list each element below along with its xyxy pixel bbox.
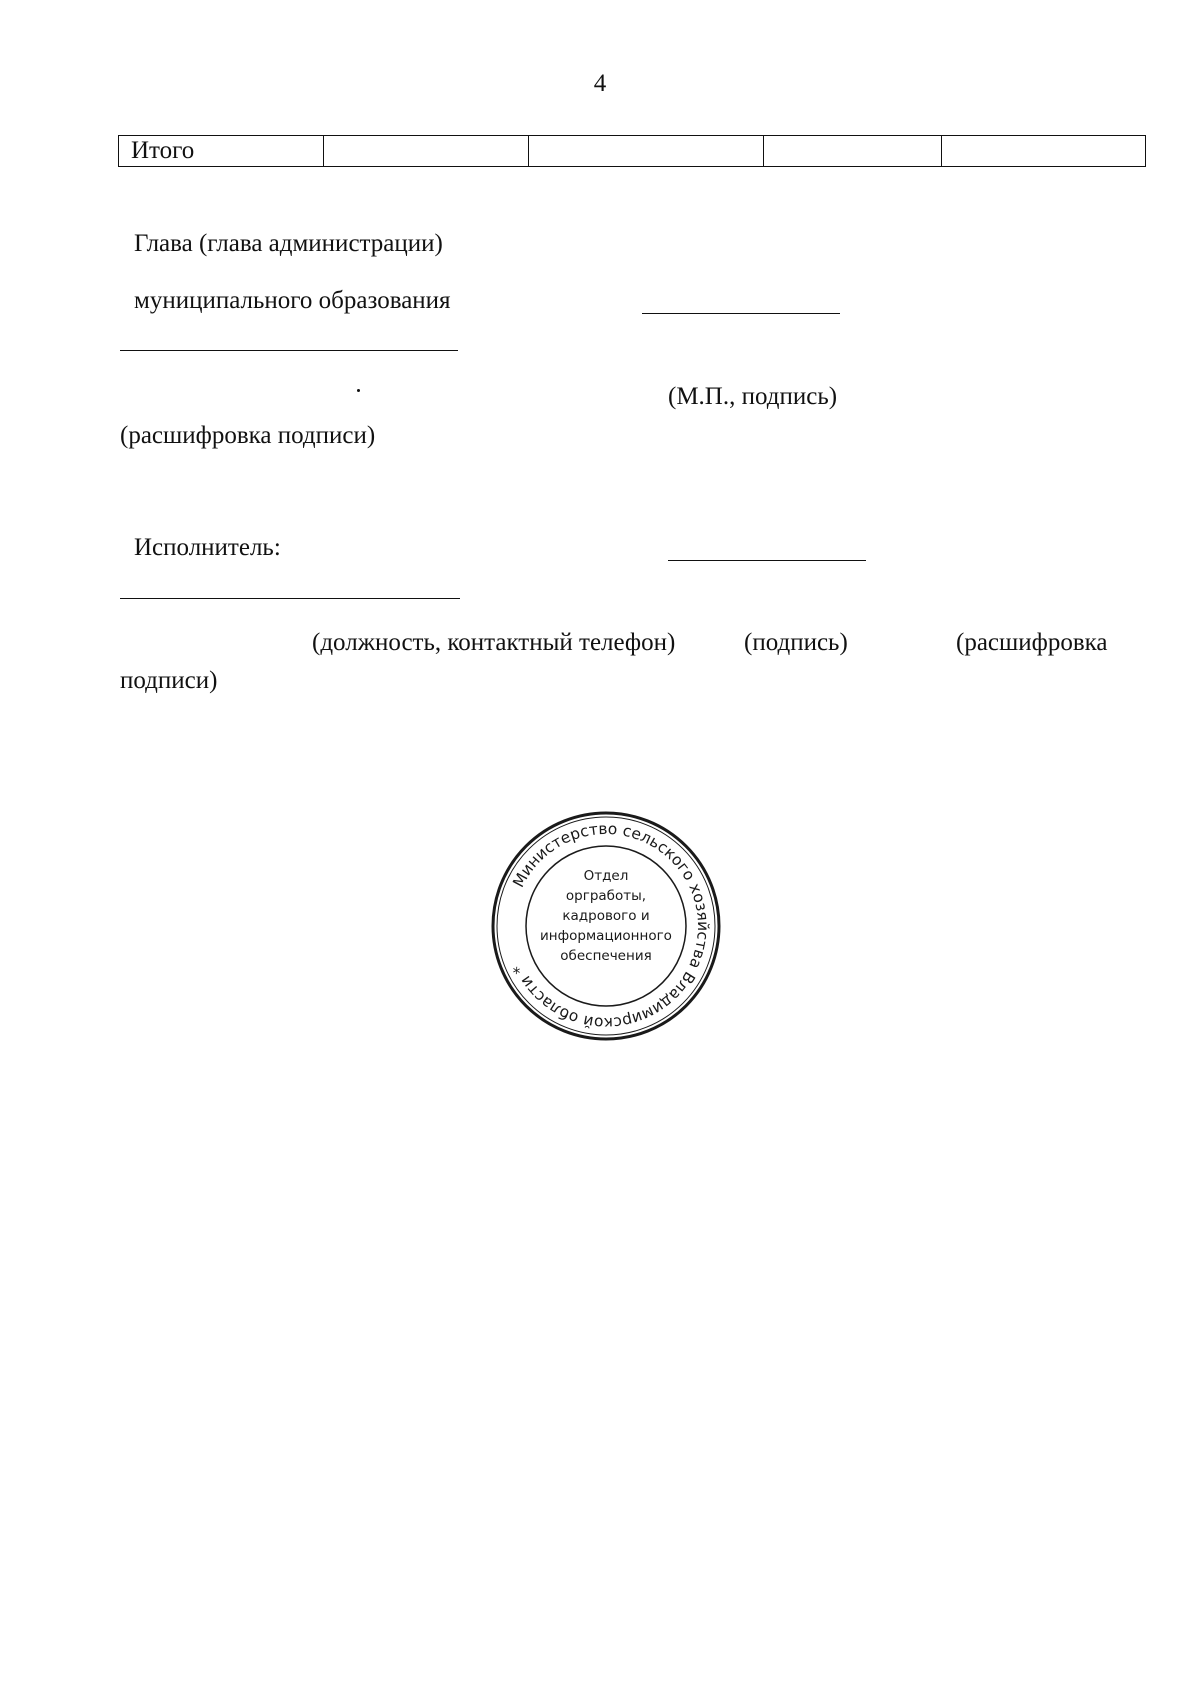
head-signature-line — [642, 313, 840, 314]
executor-signature-line — [668, 560, 866, 561]
executor-signature-caption: (подпись) — [744, 629, 848, 656]
executor-name-line — [120, 598, 460, 599]
executor-position-caption: (должность, контактный телефон) — [312, 629, 676, 656]
stamp-center-line: оргработы, — [565, 888, 647, 904]
official-stamp — [490, 810, 722, 1042]
stamp-outer-ring — [493, 813, 719, 1039]
stamp-outer-ring-inner — [497, 817, 715, 1035]
head-title-line2: муниципального образования — [134, 287, 451, 314]
stamp-center-line: обеспечения — [560, 948, 652, 964]
executor-label: Исполнитель: — [134, 534, 281, 561]
stamp-center-line: кадрового и — [562, 908, 650, 924]
executor-name-caption-end: подписи) — [120, 667, 218, 694]
stamp-center-line: Отдел — [583, 868, 629, 884]
stray-dot — [357, 389, 360, 392]
totals-cell — [529, 136, 764, 167]
totals-table — [118, 135, 1146, 167]
head-name-caption: (расшифровка подписи) — [120, 422, 376, 449]
totals-cell — [764, 136, 942, 167]
totals-cell — [324, 136, 529, 167]
stamp-ring-text — [509, 820, 712, 1032]
totals-cell — [942, 136, 1146, 167]
head-title-line1: Глава (глава администрации) — [134, 230, 443, 257]
stamp-seal-svg — [490, 810, 722, 1042]
stamp-center-line: информационного — [540, 928, 672, 944]
head-name-line — [120, 350, 458, 351]
stamp-ring-textpath: Министерство сельского хозяйства Владимирской области * — [509, 819, 713, 1033]
page-number: 4 — [593, 70, 607, 97]
executor-name-caption-start: (расшифровка — [956, 629, 1108, 656]
head-mp-caption: (М.П., подпись) — [668, 383, 838, 410]
table-row — [119, 136, 1146, 167]
totals-label-cell: Итого — [119, 136, 324, 167]
